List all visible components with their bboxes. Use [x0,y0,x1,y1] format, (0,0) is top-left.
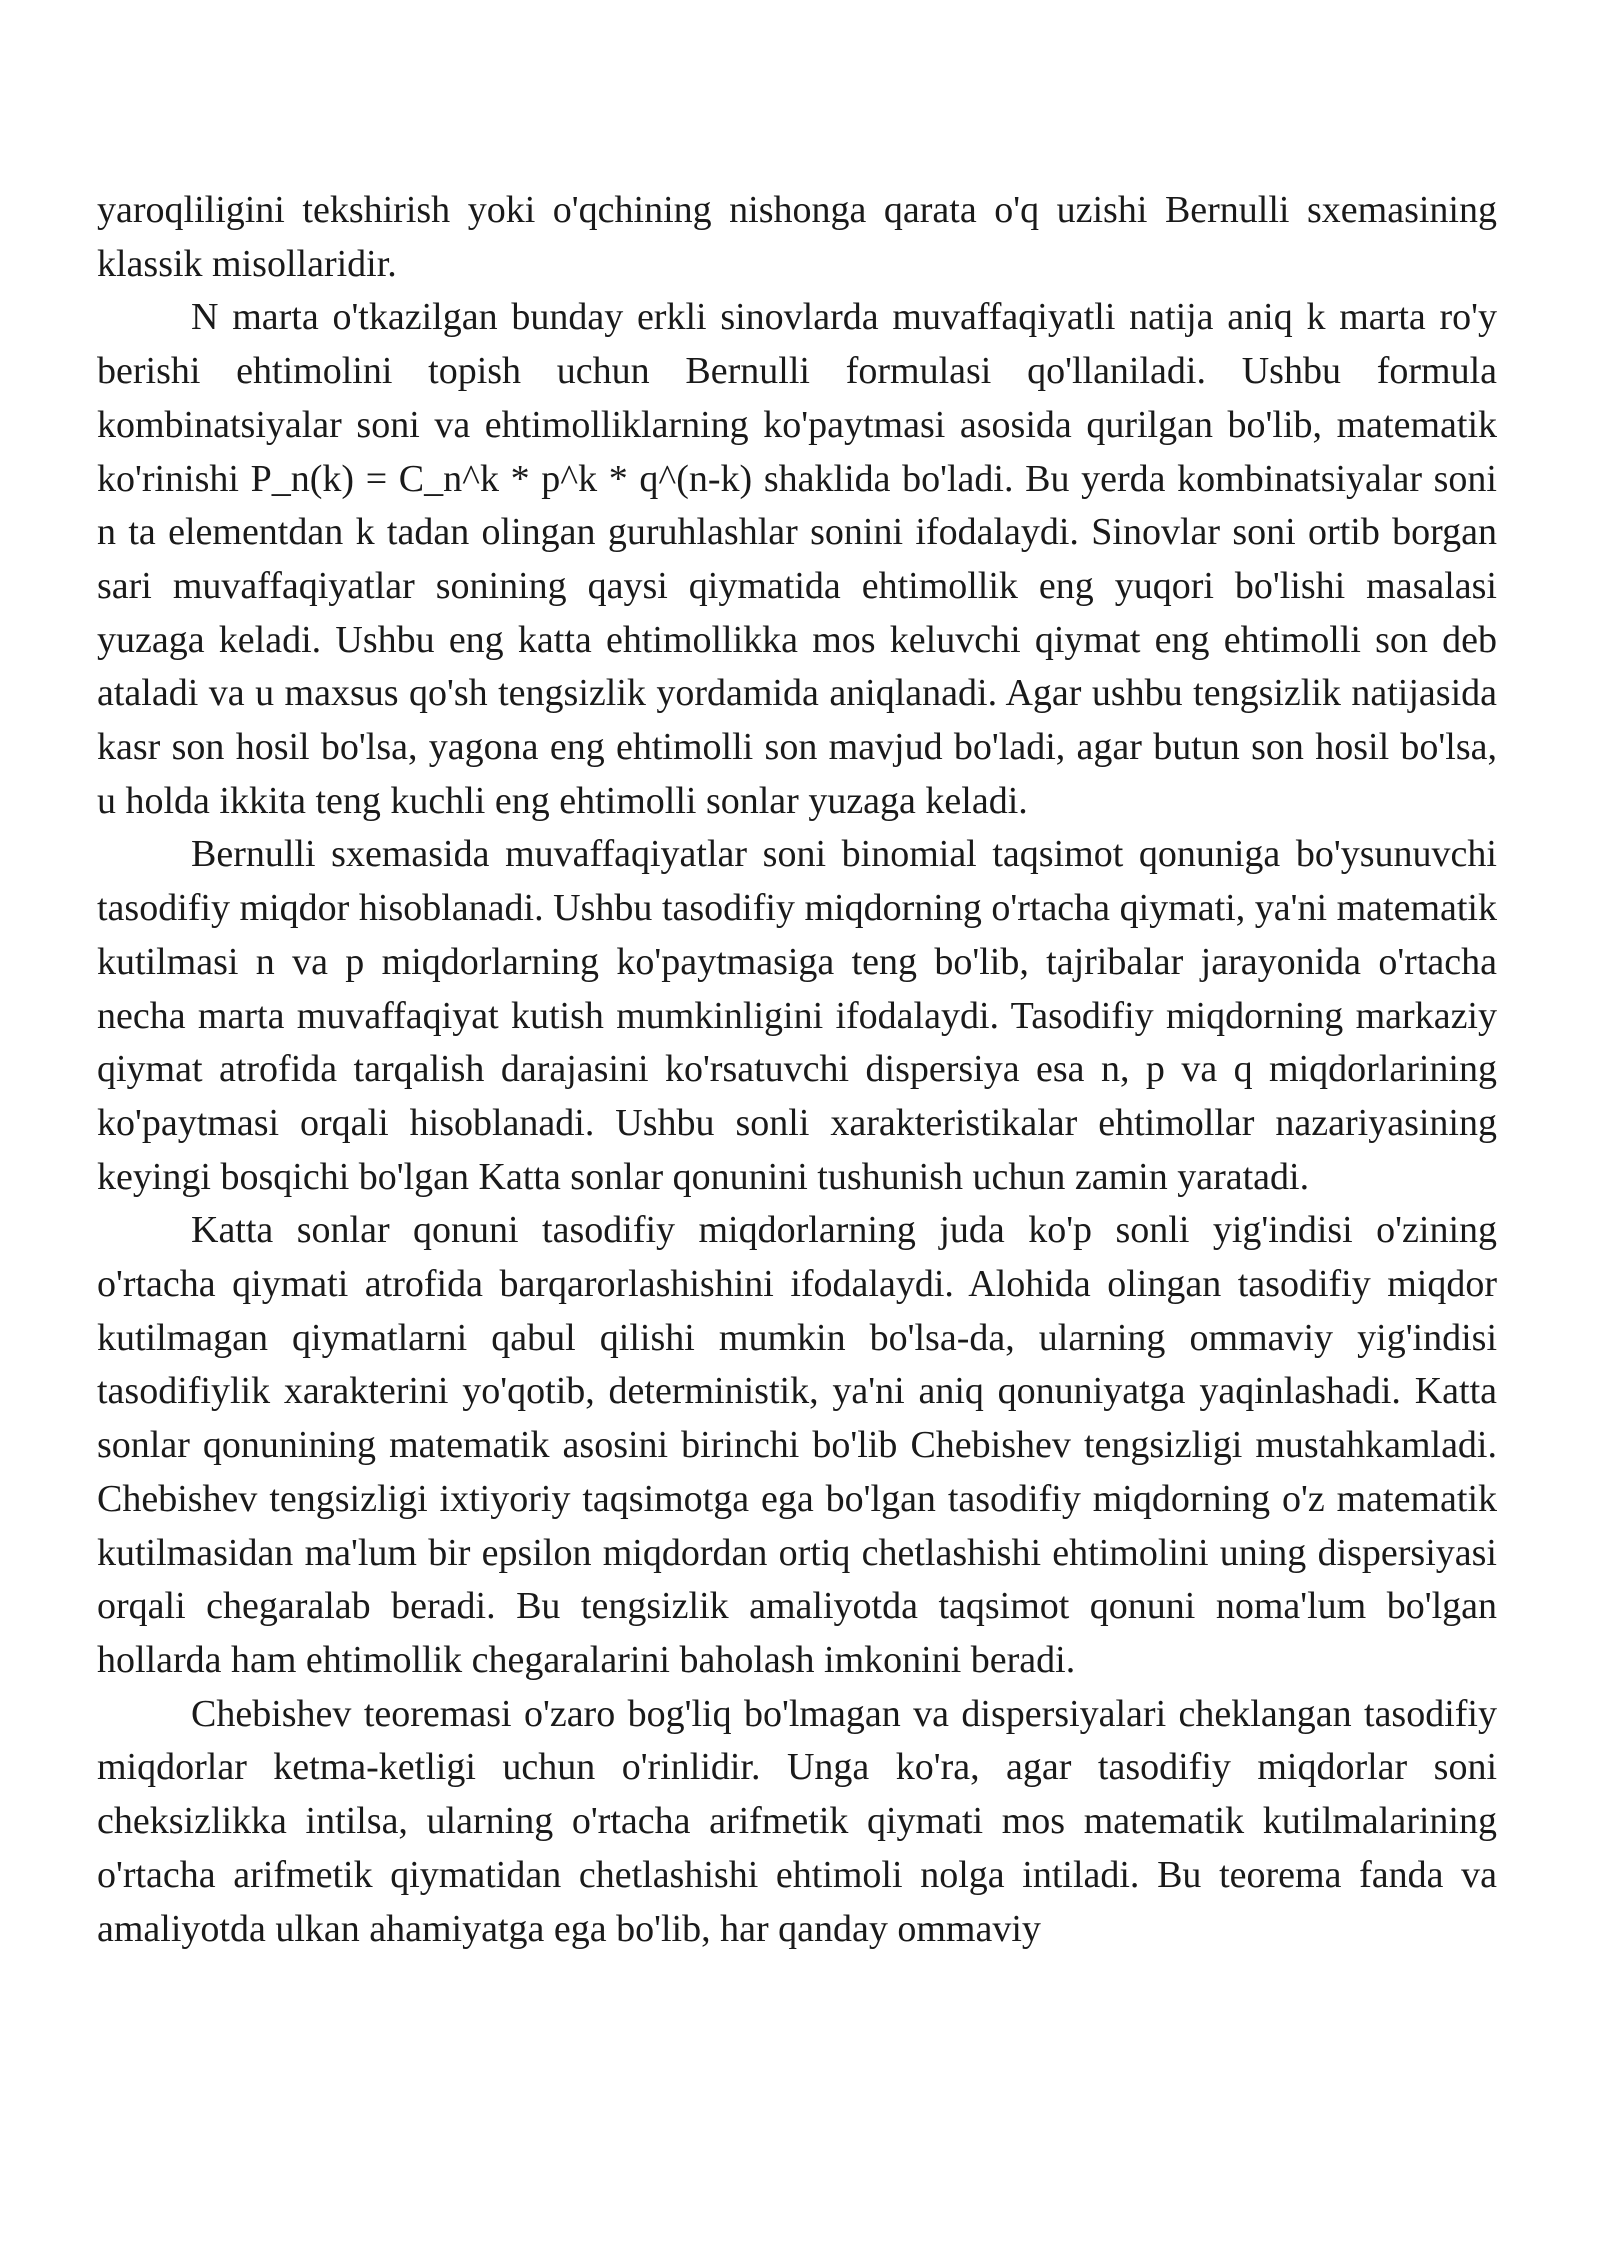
paragraph-binomial-distribution: Bernulli sxemasida muvaffaqiyatlar soni binomial taqsimot qonuniga bo'ysunuvchi tasodifiy miqdor hisoblanadi. Ushbu tasodifiy miqdorning o'rtacha qiymati, ya'ni matematik kutilmasi n va p miqdorlarning ko'paytmasiga teng bo'lib, tajribalar jarayonida o'rtacha necha marta muvaffaqiyat kutish mumkinligini ifodalaydi. Tasodifiy miqdorning markaziy qiymat atrofida tarqalish darajasini ko'rsatuvchi dispersiya esa n, p va q miqdorlarining ko'paytmasi orqali hisoblanadi. Ushbu sonli xarakteristikalar ehtimollar nazariyasining keyingi bosqichi bo'lgan Katta sonlar qonunini tushunish uchun zamin yaratadi. [97,833,1497,1198]
paragraph-continuation: yaroqliligini tekshirish yoki o'qchining nishonga qarata o'q uzishi Bernulli sxemasining klassik misollaridir. [97,189,1497,285]
paragraph-bernulli-formula: N marta o'tkazilgan bunday erkli sinovlarda muvaffaqiyatli natija aniq k marta ro'y berishi ehtimolini topish uchun Bernulli formulasi qo'llaniladi. Ushbu formula kombinatsiyalar soni va ehtimolliklarning ko'paytmasi asosida qurilgan bo'lib, matematik ko'rinishi P_n(k) = C_n^k * p^k * q^(n-k) shaklida bo'ladi. Bu yerda kombinatsiyalar soni n ta elementdan k tadan olingan guruhlashlar sonini ifodalaydi. Sinovlar soni ortib borgan sari muvaffaqiyatlar sonining qaysi qiymatida ehtimollik eng yuqori bo'lishi masalasi yuzaga keladi. Ushbu eng katta ehtimollikka mos keluvchi qiymat eng ehtimolli son deb ataladi va u maxsus qo'sh tengsizlik yordamida aniqlanadi. Agar ushbu tengsizlik natijasida kasr son hosil bo'lsa, yagona eng ehtimolli son mavjud bo'ladi, agar butun son hosil bo'lsa, u holda ikkita teng kuchli eng ehtimolli sonlar yuzaga keladi. [97,296,1497,822]
paragraph-chebyshev-theorem: Chebishev teoremasi o'zaro bog'liq bo'lmagan va dispersiyalari cheklangan tasodifiy miqdorlar ketma-ketligi uchun o'rinlidir. Unga ko'ra, agar tasodifiy miqdorlar soni cheksizlikka intilsa, ularning o'rtacha arifmetik qiymati mos matematik kutilmalarining o'rtacha arifmetik qiymatidan chetlashishi ehtimoli nolga intiladi. Bu teorema fanda va amaliyotda ulkan ahamiyatga ega bo'lib, har qanday ommaviy [97,1692,1497,1950]
paragraph-law-of-large-numbers: Katta sonlar qonuni tasodifiy miqdorlarning juda ko'p sonli yig'indisi o'zining o'rtacha qiymati atrofida barqarorlashishini ifodalaydi. Alohida olingan tasodifiy miqdor kutilmagan qiymatlarni qabul qilishi mumkin bo'lsa-da, ularning ommaviy yig'indisi tasodifiylik xarakterini yo'qotib, deterministik, ya'ni aniq qonuniyatga yaqinlashadi. Katta sonlar qonunining matematik asosini birinchi bo'lib Chebishev tengsizligi mustahkamladi. Chebishev tengsizligi ixtiyoriy taqsimotga ega bo'lgan tasodifiy miqdorning o'z matematik kutilmasidan ma'lum bir epsilon miqdordan ortiq chetlashishi ehtimolini uning dispersiyasi orqali chegaralab beradi. Bu tengsizlik amaliyotda taqsimot qonuni noma'lum bo'lgan hollarda ham ehtimollik chegaralarini baholash imkonini beradi. [97,1209,1497,1681]
document-page [97,184,1497,1956]
